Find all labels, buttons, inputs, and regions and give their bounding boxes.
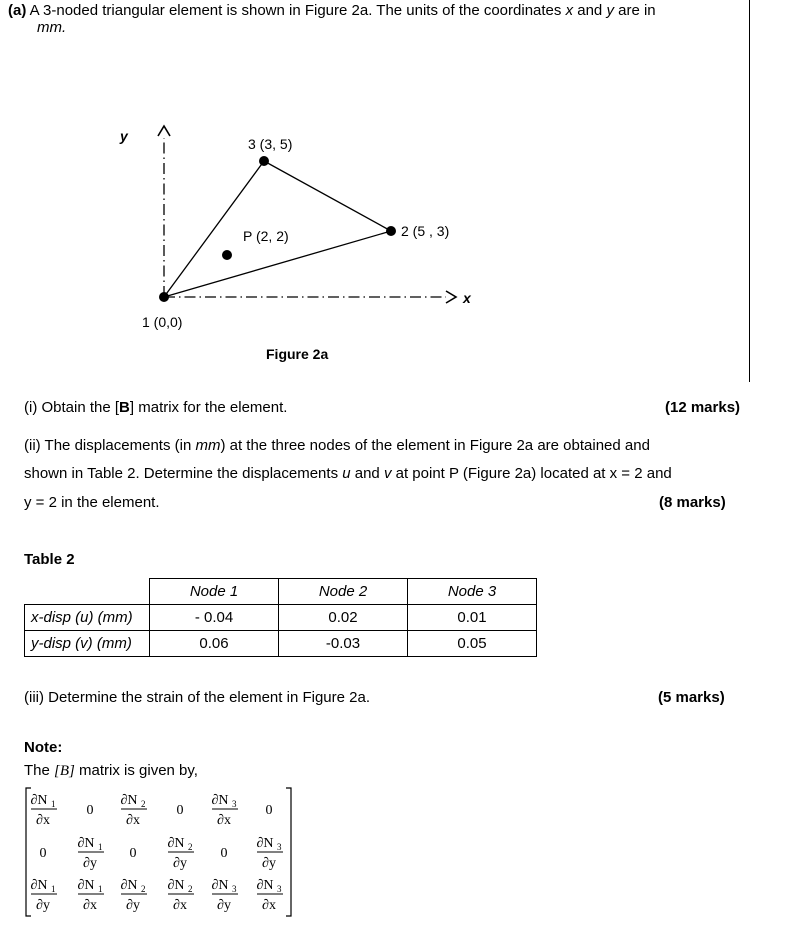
fraction-numerator: ∂N bbox=[77, 878, 95, 893]
header-node-2: Node 2 bbox=[279, 579, 408, 605]
row-label-y-disp: y-disp (v) (mm) bbox=[25, 631, 150, 657]
fraction-subscript: 2 bbox=[141, 884, 146, 894]
x-axis-label: x bbox=[463, 290, 471, 306]
question-iii-marks: (5 marks) bbox=[658, 689, 725, 706]
question-iii: (iii) Determine the strain of the element in Figure 2a. bbox=[24, 689, 370, 706]
table-corner bbox=[25, 579, 150, 605]
table-title: Table 2 bbox=[24, 551, 75, 568]
fraction-numerator: ∂N bbox=[77, 836, 95, 851]
node-2-dot bbox=[386, 226, 396, 236]
fraction-subscript: 2 bbox=[188, 842, 193, 852]
fraction-subscript: 3 bbox=[277, 842, 282, 852]
node-1-label: 1 (0,0) bbox=[142, 314, 183, 330]
fraction-subscript: 1 bbox=[51, 799, 56, 809]
question-ii-line2 bbox=[24, 464, 672, 484]
question-i-bold: B bbox=[119, 399, 130, 416]
note-text-1: The bbox=[24, 762, 55, 779]
matrix-right-bracket bbox=[286, 788, 291, 916]
fraction-subscript: 2 bbox=[188, 884, 193, 894]
question-ii-and: and bbox=[350, 465, 384, 482]
node-3-dot bbox=[259, 156, 269, 166]
table-cell: 0.06 bbox=[150, 631, 279, 657]
fraction-denominator: ∂y bbox=[36, 898, 50, 913]
part-a-text-1: A 3-noded triangular element is shown in Figure 2a. The units of the coordinates bbox=[26, 2, 566, 19]
header-node-1: Node 1 bbox=[150, 579, 279, 605]
table-cell: 0.05 bbox=[408, 631, 537, 657]
fraction-denominator: ∂x bbox=[262, 898, 276, 913]
b-matrix bbox=[0, 784, 320, 924]
fraction-denominator: ∂x bbox=[126, 813, 140, 828]
fraction-denominator: ∂x bbox=[173, 898, 187, 913]
table-row bbox=[25, 631, 537, 657]
fraction-denominator: ∂y bbox=[126, 898, 140, 913]
question-i-marks: (12 marks) bbox=[665, 399, 741, 416]
fraction-denominator: ∂y bbox=[217, 898, 231, 913]
node-3-label: 3 (3, 5) bbox=[248, 136, 293, 152]
note-title: Note: bbox=[24, 739, 63, 756]
fraction-numerator: ∂N bbox=[120, 793, 138, 808]
fraction-subscript: 3 bbox=[232, 884, 237, 894]
question-ii-text-3: shown in Table 2. Determine the displacements bbox=[24, 465, 343, 482]
question-ii-marks: (8 marks) bbox=[659, 494, 726, 511]
table-cell: - 0.04 bbox=[150, 605, 279, 631]
table-cell: -0.03 bbox=[279, 631, 408, 657]
question-ii-text-4: at point P (Figure 2a) located at x = 2 and bbox=[391, 465, 672, 482]
part-a-unit: mm. bbox=[37, 19, 67, 36]
matrix-zero: 0 bbox=[220, 846, 228, 861]
table-header-row bbox=[25, 579, 537, 605]
x-axis-arrowhead bbox=[446, 291, 456, 303]
table-row bbox=[25, 605, 537, 631]
and-text: and bbox=[573, 2, 607, 19]
fraction-subscript: 3 bbox=[232, 799, 237, 809]
fraction-numerator: ∂N bbox=[30, 793, 48, 808]
fraction-subscript: 3 bbox=[277, 884, 282, 894]
question-i-text-2: ] matrix for the element. bbox=[129, 399, 288, 416]
header-node-3: Node 3 bbox=[408, 579, 537, 605]
point-p-label: P (2, 2) bbox=[243, 228, 289, 244]
fraction-numerator: ∂N bbox=[211, 793, 229, 808]
matrix-zero: 0 bbox=[86, 803, 94, 818]
fraction-numerator: ∂N bbox=[167, 878, 185, 893]
node-2-label: 2 (5 , 3) bbox=[401, 223, 450, 239]
matrix-zero: 0 bbox=[39, 846, 47, 861]
question-ii-unit: mm bbox=[195, 437, 221, 454]
fraction-numerator: ∂N bbox=[167, 836, 185, 851]
fraction-denominator: ∂x bbox=[36, 813, 50, 828]
y-axis-label: y bbox=[120, 128, 128, 144]
fraction-subscript: 1 bbox=[51, 884, 56, 894]
fraction-subscript: 1 bbox=[98, 842, 103, 852]
fraction-denominator: ∂y bbox=[173, 856, 187, 871]
y-variable: y bbox=[606, 2, 614, 19]
note-text bbox=[24, 761, 198, 781]
node-1-dot bbox=[159, 292, 169, 302]
question-ii-line3: y = 2 in the element. bbox=[24, 494, 160, 511]
fraction-numerator: ∂N bbox=[256, 878, 274, 893]
x-variable: x bbox=[565, 2, 574, 19]
question-i-text-1: (i) Obtain the [ bbox=[24, 399, 120, 416]
fraction-subscript: 1 bbox=[98, 884, 103, 894]
figure-2a bbox=[0, 0, 786, 380]
fraction-numerator: ∂N bbox=[256, 836, 274, 851]
part-a-text-2: are in bbox=[613, 2, 656, 19]
point-p-dot bbox=[222, 250, 232, 260]
fraction-denominator: ∂y bbox=[262, 856, 276, 871]
fraction-numerator: ∂N bbox=[120, 878, 138, 893]
u-variable: u bbox=[342, 465, 351, 482]
table-cell: 0.02 bbox=[279, 605, 408, 631]
part-a-prefix: (a) bbox=[8, 2, 27, 19]
b-matrix-symbol: [B] bbox=[54, 763, 75, 779]
matrix-zero: 0 bbox=[265, 803, 273, 818]
question-i bbox=[24, 398, 287, 418]
figure-caption: Figure 2a bbox=[266, 346, 329, 362]
question-ii-line1 bbox=[24, 436, 650, 456]
question-ii-text-2: ) at the three nodes of the element in Figure 2a are obtained and bbox=[220, 437, 650, 454]
fraction-denominator: ∂x bbox=[217, 813, 231, 828]
y-axis-arrowhead bbox=[158, 126, 170, 136]
matrix-zero: 0 bbox=[176, 803, 184, 818]
displacement-table bbox=[24, 578, 537, 657]
row-label-x-disp: x-disp (u) (mm) bbox=[25, 605, 150, 631]
matrix-zero: 0 bbox=[129, 846, 137, 861]
fraction-numerator: ∂N bbox=[30, 878, 48, 893]
fraction-numerator: ∂N bbox=[211, 878, 229, 893]
fraction-denominator: ∂y bbox=[83, 856, 97, 871]
fraction-subscript: 2 bbox=[141, 799, 146, 809]
table-cell: 0.01 bbox=[408, 605, 537, 631]
fraction-denominator: ∂x bbox=[83, 898, 97, 913]
question-ii-text-1: (ii) The displacements (in bbox=[24, 437, 196, 454]
note-text-2: matrix is given by, bbox=[74, 762, 198, 779]
v-variable: v bbox=[383, 465, 392, 482]
